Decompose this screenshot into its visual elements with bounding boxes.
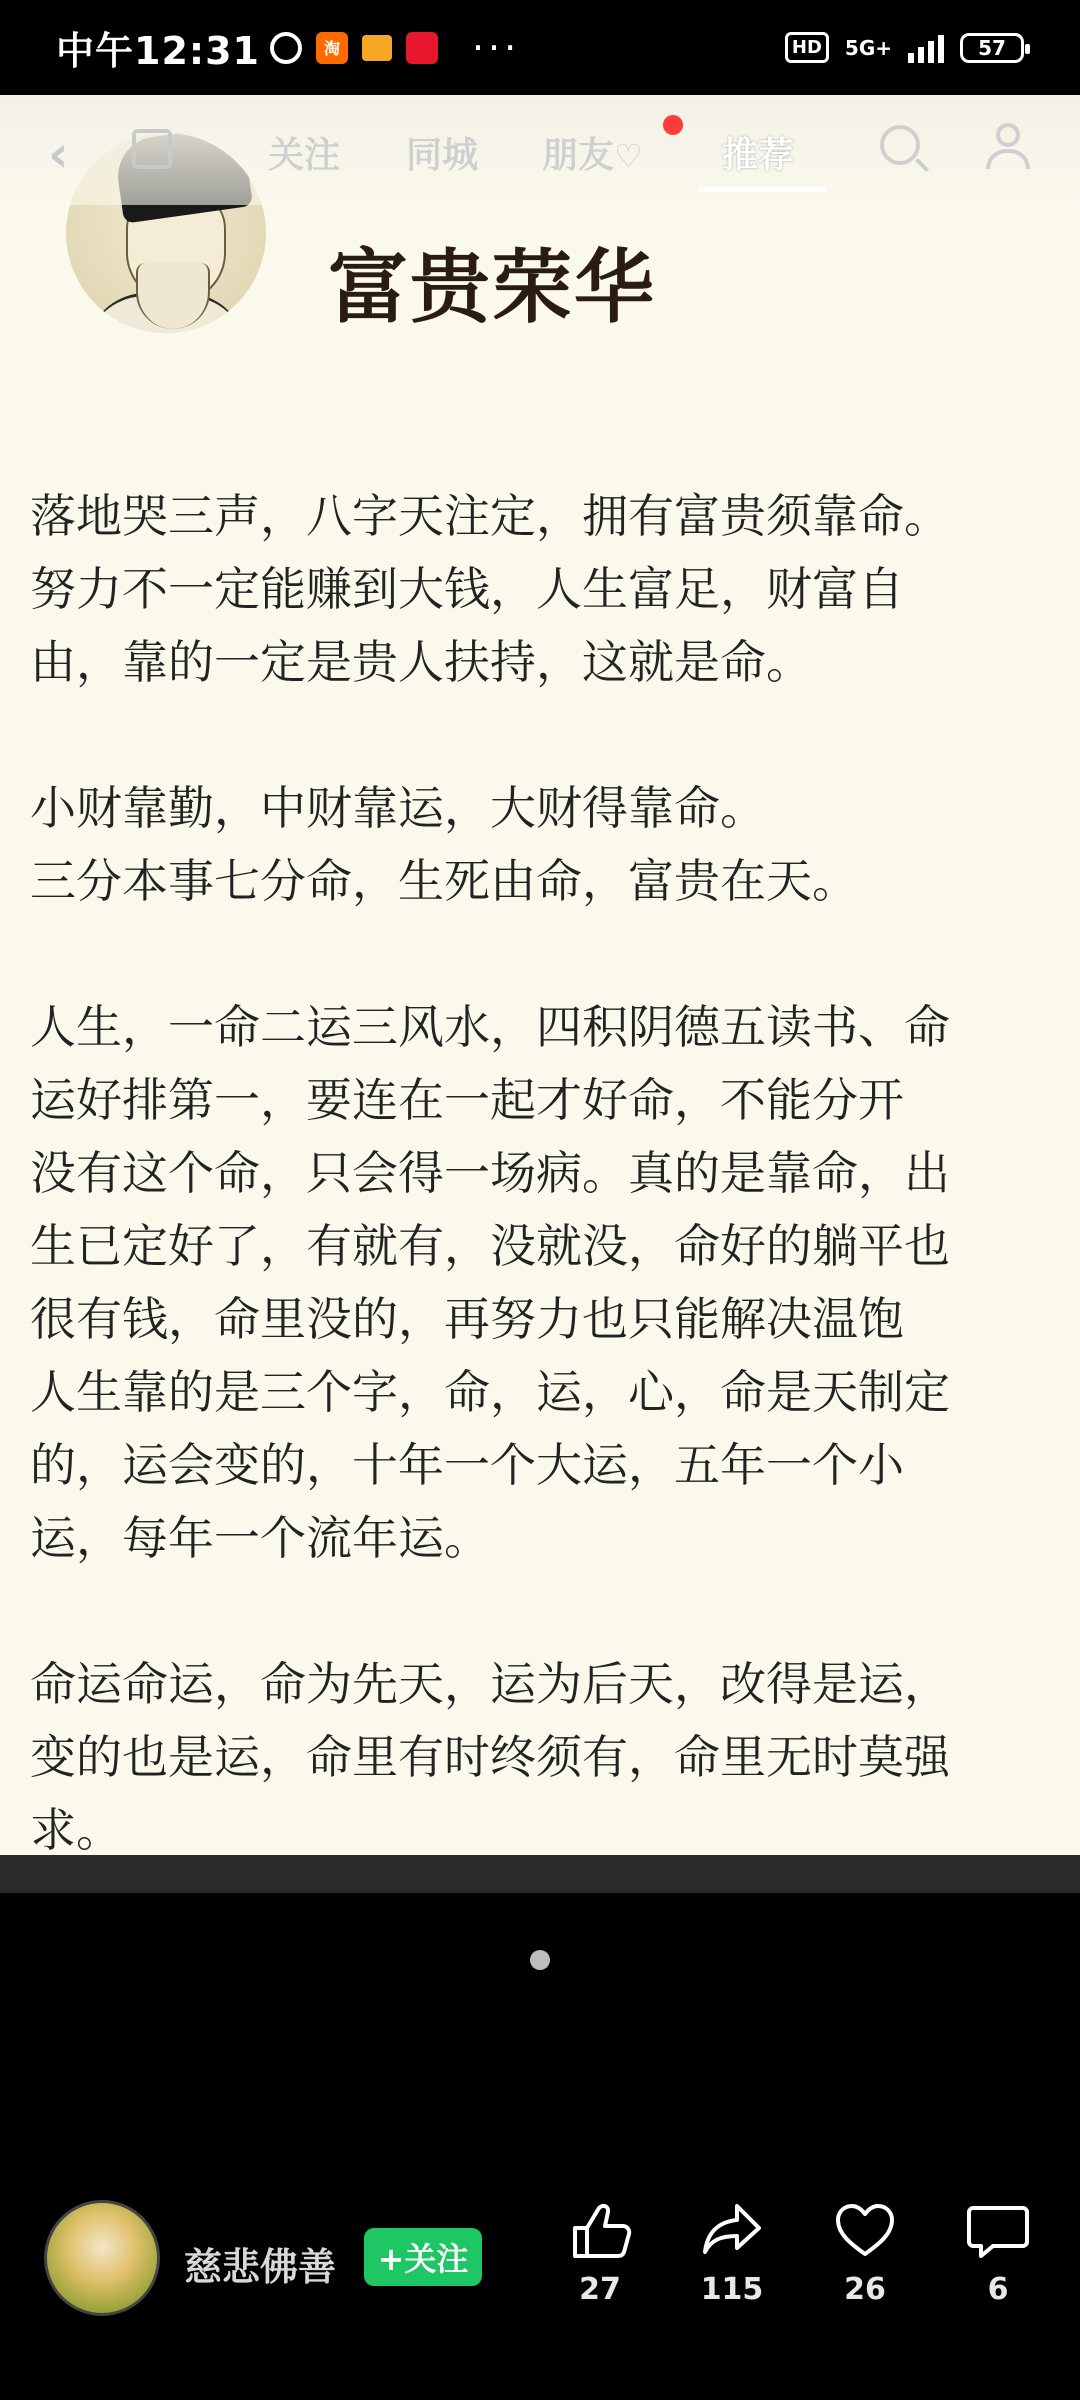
follow-button[interactable]: +关注 [364, 2228, 482, 2286]
paragraph: 落地哭三声，八字天注定，拥有富贵须靠命。 努力不一定能赚到大钱，人生富足，财富自 由，靠的一定是贵人扶持，这就是命。 [30, 489, 950, 689]
profile-icon[interactable] [986, 123, 1030, 171]
floating-window-icon[interactable] [132, 129, 172, 169]
favorite-button[interactable] [815, 2198, 915, 2307]
favorite-count: 26 [844, 2272, 886, 2307]
hd-badge: HD [785, 32, 829, 63]
message-app-icon [362, 35, 392, 61]
share-count: 115 [700, 2272, 764, 2307]
comment-button[interactable] [948, 2198, 1048, 2307]
post-title: 富贵荣华 [328, 240, 656, 334]
status-bar [0, 0, 1080, 95]
taobao-app-icon: 淘 [316, 32, 348, 64]
alarm-icon [270, 32, 302, 64]
signal-icon [908, 33, 944, 63]
share-arrow-icon [699, 2198, 765, 2264]
tab-friends[interactable] [542, 127, 643, 178]
top-navigation [0, 95, 1080, 205]
paragraph: 小财靠勤，中财靠运，大财得靠命。 三分本事七分命，生死由命，富贵在天。 [30, 781, 858, 908]
heart-icon [832, 2198, 898, 2264]
post-body [30, 480, 1060, 1855]
post-card [0, 95, 1080, 1855]
tab-same-city[interactable]: 同城 [406, 135, 479, 176]
battery-icon: 57 [960, 33, 1024, 63]
like-button[interactable] [550, 2198, 650, 2307]
status-time: 中午12:31 [56, 29, 260, 73]
notification-dot [663, 115, 683, 135]
author-name[interactable]: 慈悲佛善 [184, 2245, 337, 2289]
heart-icon: ♡ [614, 137, 643, 175]
image-pager-dot[interactable] [530, 1950, 550, 1970]
network-type: 5G+ [844, 35, 892, 60]
active-tab-indicator [698, 187, 826, 192]
share-button[interactable] [682, 2198, 782, 2307]
paragraph: 人生，一命二运三风水，四积阴德五读书、命 运好排第一，要连在一起才好命，不能分开 没有这个命，只会得一场病。真的是靠命，出 生已定好了，有就有，没就没，命好的躺平也 很有钱，命里没的，再努力也只能解决温饱 人生靠的是三个字，命，运，心，命是天制定 的，运会变的，十年一个大运，五年一个小 运，每年一个流年运。 [30, 1000, 950, 1565]
back-icon[interactable]: ‹ [48, 125, 69, 183]
more-notifications-icon: ··· [471, 25, 521, 70]
search-icon[interactable] [880, 125, 920, 165]
comment-bubble-icon [965, 2198, 1031, 2264]
card-bottom-edge [0, 1855, 1080, 1893]
tab-follow[interactable]: 关注 [268, 135, 341, 176]
paragraph: 命运命运，命为先天，运为后天，改得是运， 变的也是运，命里有时终须有，命里无时莫强 求。 [30, 1657, 950, 1855]
thumbs-up-icon [567, 2198, 633, 2264]
kuaishou-app-icon [406, 32, 438, 64]
author-avatar[interactable] [44, 2200, 160, 2316]
tab-friends-label: 朋友 [542, 135, 615, 176]
tab-recommended[interactable]: 推荐 [722, 135, 795, 176]
comment-count: 6 [987, 2272, 1009, 2307]
like-count: 27 [579, 2272, 621, 2307]
